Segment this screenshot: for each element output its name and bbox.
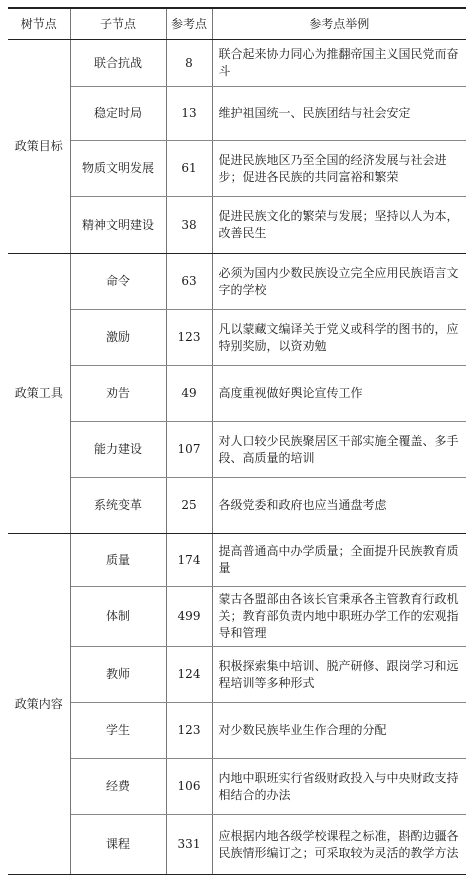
child-node-cell: 命令 (70, 254, 166, 310)
table-row (8, 254, 466, 310)
reference-count-cell: 38 (166, 197, 212, 254)
child-node-cell: 精神文明建设 (70, 197, 166, 254)
reference-count-cell: 106 (166, 759, 212, 815)
reference-count-cell: 123 (166, 703, 212, 759)
header-reference-example: 参考点举例 (212, 8, 466, 40)
table-row (8, 534, 466, 587)
child-node-cell: 体制 (70, 587, 166, 647)
root-node-cell: 政策目标 (8, 40, 70, 254)
reference-example-cell: 维护祖国统一、民族团结与社会安定 (212, 87, 466, 141)
table-row (8, 197, 466, 254)
group-policy-goals (8, 40, 466, 254)
root-node-cell: 政策内容 (8, 534, 70, 875)
header-child-node: 子节点 (70, 8, 166, 40)
reference-count-cell: 123 (166, 310, 212, 366)
table-row (8, 815, 466, 875)
table-row (8, 40, 466, 87)
reference-count-cell: 174 (166, 534, 212, 587)
child-node-cell: 质量 (70, 534, 166, 587)
child-node-cell: 激励 (70, 310, 166, 366)
reference-example-cell: 高度重视做好舆论宣传工作 (212, 366, 466, 422)
reference-example-cell: 促进民族地区乃至全国的经济发展与社会进步；促进各民族的共同富裕和繁荣 (212, 141, 466, 197)
reference-count-cell: 25 (166, 478, 212, 534)
header-reference-count: 参考点 (166, 8, 212, 40)
reference-example-cell: 必须为国内少数民族设立完全应用民族语言文字的学校 (212, 254, 466, 310)
table-row (8, 366, 466, 422)
reference-example-cell: 各级党委和政府也应当通盘考虑 (212, 478, 466, 534)
reference-count-cell: 499 (166, 587, 212, 647)
table-row (8, 703, 466, 759)
child-node-cell: 劝告 (70, 366, 166, 422)
reference-example-cell: 对少数民族毕业生作合理的分配 (212, 703, 466, 759)
reference-example-cell: 积极探索集中培训、脱产研修、跟岗学习和远程培训等多种形式 (212, 647, 466, 703)
reference-example-cell: 提高普通高中办学质量；全面提升民族教育质量 (212, 534, 466, 587)
child-node-cell: 联合抗战 (70, 40, 166, 87)
reference-example-cell: 对人口较少民族聚居区干部实施全覆盖、多手段、高质量的培训 (212, 422, 466, 478)
reference-count-cell: 107 (166, 422, 212, 478)
child-node-cell: 能力建设 (70, 422, 166, 478)
table-row (8, 87, 466, 141)
reference-count-cell: 124 (166, 647, 212, 703)
table-row (8, 310, 466, 366)
child-node-cell: 教师 (70, 647, 166, 703)
child-node-cell: 课程 (70, 815, 166, 875)
reference-example-cell: 凡以蒙藏文编译关于党义或科学的图书的，应特别奖励，以资劝勉 (212, 310, 466, 366)
reference-example-cell: 联合起来协力同心为推翻帝国主义国民党而奋斗 (212, 40, 466, 87)
table-row (8, 759, 466, 815)
reference-count-cell: 61 (166, 141, 212, 197)
table-row (8, 587, 466, 647)
child-node-cell: 物质文明发展 (70, 141, 166, 197)
reference-count-cell: 331 (166, 815, 212, 875)
group-policy-tools (8, 254, 466, 534)
group-policy-content (8, 534, 466, 875)
reference-count-cell: 49 (166, 366, 212, 422)
reference-count-cell: 63 (166, 254, 212, 310)
reference-count-cell: 8 (166, 40, 212, 87)
table-row (8, 647, 466, 703)
header-root-node: 树节点 (8, 8, 70, 40)
reference-example-cell: 内地中职班实行省级财政投入与中央财政支持相结合的办法 (212, 759, 466, 815)
root-node-cell: 政策工具 (8, 254, 70, 534)
reference-example-cell: 蒙古各盟部由各该长官秉承各主管教育行政机关；教育部负责内地中职班办学工作的宏观指导和管理 (212, 587, 466, 647)
child-node-cell: 系统变革 (70, 478, 166, 534)
child-node-cell: 稳定时局 (70, 87, 166, 141)
table-row (8, 422, 466, 478)
reference-example-cell: 促进民族文化的繁荣与发展；坚持以人为本，改善民生 (212, 197, 466, 254)
child-node-cell: 学生 (70, 703, 166, 759)
policy-coding-table (8, 7, 466, 875)
reference-count-cell: 13 (166, 87, 212, 141)
reference-example-cell: 应根据内地各级学校课程之标准，斟酌边疆各民族情形编订之；可采取较为灵活的教学方法 (212, 815, 466, 875)
table-row (8, 141, 466, 197)
child-node-cell: 经费 (70, 759, 166, 815)
header-row (8, 8, 466, 40)
table-row (8, 478, 466, 534)
